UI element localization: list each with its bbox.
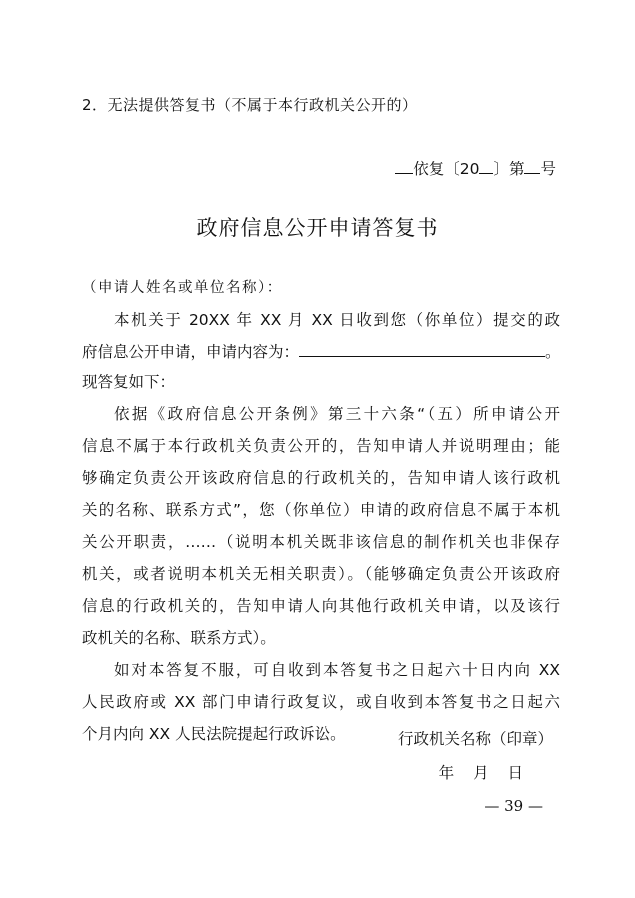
request-content-label: 府信息公开申请，申请内容为：: [82, 343, 300, 361]
request-content-end: 。: [545, 343, 561, 361]
paragraph-line: 现答复如下：: [82, 373, 176, 391]
document-number: [395, 157, 556, 179]
paragraph-line: [82, 342, 560, 362]
paragraph-line: 个月内向 XX 人民法院提起行政诉讼。: [82, 725, 346, 743]
request-content-blank: [299, 342, 545, 357]
signature-organization: 行政机关名称（印章）: [397, 730, 553, 748]
section-heading: 2．无法提供答复书（不属于本行政机关公开的）: [82, 96, 418, 114]
document-title: 政府信息公开申请答复书: [196, 216, 439, 240]
signature-date: 年 月 日: [438, 764, 523, 782]
paragraph-line: 机关，或者说明本机关无相关职责）。（能够确定负责公开该政府: [82, 565, 560, 583]
paragraph-line: 信息的行政机关的，告知申请人向其他行政机关申请，以及该行: [82, 597, 560, 615]
doc-number-prefix: 依复〔20: [413, 160, 480, 178]
paragraph-line: 关公开职责，……（说明本机关既非该信息的制作机关也非保存: [82, 533, 560, 551]
doc-number-suffix: 号: [540, 160, 556, 178]
paragraph-line: 够确定负责公开该政府信息的行政机关的，告知申请人该行政机: [82, 469, 560, 487]
doc-number-middle: 〕第: [493, 160, 525, 178]
paragraph-line: 人民政府或 XX 部门申请行政复议，或自收到本答复书之日起六: [82, 693, 560, 711]
issuer-blank: [395, 159, 413, 174]
paragraph-line: 本机关于 20XX 年 XX 月 XX 日收到您（你单位）提交的政: [114, 311, 560, 329]
paragraph-line: 如对本答复不服，可自收到本答复书之日起六十日内向 XX: [114, 661, 560, 679]
paragraph-line: 信息不属于本行政机关负责公开的，告知申请人并说明理由；能: [82, 437, 560, 455]
page-number: — 39 —: [484, 797, 543, 815]
paragraph-line: 关的名称、联系方式”，您（你单位）申请的政府信息不属于本机: [82, 501, 560, 519]
paragraph-line: 依据《政府信息公开条例》第三十六条“（五）所申请公开: [114, 405, 560, 423]
addressee-line: （申请人姓名或单位名称）：: [82, 280, 283, 296]
year-blank: [479, 159, 493, 174]
serial-blank: [524, 159, 540, 174]
paragraph-line: 政机关的名称、联系方式）。: [82, 629, 276, 647]
